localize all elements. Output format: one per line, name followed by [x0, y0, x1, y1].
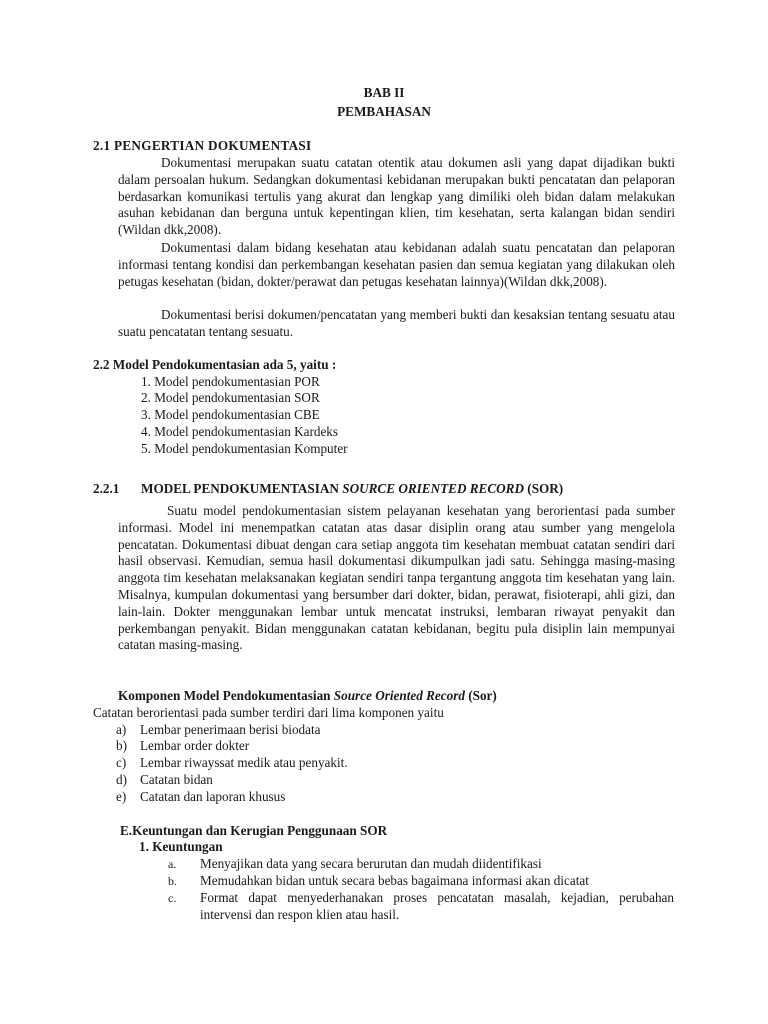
- chapter-number: BAB II: [363, 85, 405, 100]
- list-text: Menyajikan data yang secara berurutan dan mudah diidentifikasi: [200, 856, 542, 871]
- list-marker: e): [116, 789, 127, 804]
- heading-italic-text: Source Oriented Record: [333, 688, 465, 703]
- list-text: Catatan dan laporan khusus: [140, 789, 286, 804]
- list-marker: a.: [168, 857, 177, 871]
- komponen-list-item: [116, 755, 348, 772]
- keuntungan-section-heading: E.Keuntungan dan Kerugian Penggunaan SOR: [120, 823, 388, 838]
- list-marker: b): [116, 738, 127, 753]
- komponen-list-item: [116, 789, 285, 806]
- list-marker: c.: [168, 891, 177, 905]
- list-text: Lembar order dokter: [140, 738, 250, 753]
- list-text: Memudahkan bidan untuk secara bebas bagaimana informasi akan dicatat: [200, 873, 589, 888]
- komponen-intro: Catatan berorientasi pada sumber terdiri dari lima komponen yaitu: [93, 705, 444, 720]
- model-list-item: 5. Model pendokumentasian Komputer: [141, 441, 348, 456]
- list-text: Catatan bidan: [140, 772, 213, 787]
- keuntungan-subheading: 1. Keuntungan: [139, 839, 223, 854]
- section-2-2-1-number: 2.2.1: [93, 481, 120, 496]
- section-2-2-heading: 2.2 Model Pendokumentasian ada 5, yaitu :: [93, 357, 337, 372]
- chapter-title: PEMBAHASAN: [337, 104, 431, 119]
- section-2-1-heading: 2.1 PENGERTIAN DOKUMENTASI: [93, 138, 312, 153]
- list-marker: d): [116, 772, 127, 787]
- section-2-2-1-heading: [141, 481, 563, 498]
- section-2-1-paragraph-3: Dokumentasi berisi dokumen/pencatatan yang memberi bukti dan kesaksian tentang sesuatu atau suatu pencatatan tentang sesuatu.: [118, 307, 675, 339]
- komponen-list-item: [116, 722, 321, 739]
- model-list-item: 1. Model pendokumentasian POR: [141, 374, 320, 389]
- section-2-1-paragraph-2: Dokumentasi dalam bidang kesehatan atau kebidanan adalah suatu pencatatan dan pelaporan informasi tentang kondisi dan perkembangan kesehatan pasien dan semua kegiatan yang dilakukan oleh petugas kesehatan (bidan, dokter/perawat dan petugas kesehatan lainnya)(Wildan dkk,2008).: [118, 240, 675, 289]
- model-list-item: 3. Model pendokumentasian CBE: [141, 407, 320, 422]
- komponen-list-item: [116, 738, 249, 755]
- keuntungan-list-text-wrapped: Format dapat menyederhanakan proses pencatatan masalah, kejadian, perubahan intervensi dan respon klien atau hasil.: [200, 890, 674, 922]
- heading-suffix: (SOR): [524, 481, 564, 496]
- list-marker: b.: [168, 874, 177, 888]
- komponen-list-item: [116, 772, 213, 789]
- list-marker: a): [116, 722, 127, 737]
- section-2-2-1-paragraph: Suatu model pendokumentasian sistem pelayanan kesehatan yang berorientasi pada sumber informasi. Model ini menempatkan catatan atas dasar disiplin orang atau sumber yang mengelola pencatatan. Dokumentasi dibuat dengan cara setiap anggota tim kesehatan membuat catatan sendiri dari hasil observasi. Kemudian, semua hasil dokumentasi dikumpulkan jadi satu. Sehingga masing-masing anggota tim kesehatan melaksanakan kegiatan sendiri tanpa tergantung anggota tim kesehatan yang lain. Misalnya, kumpulan dokumentasi yang bersumber dari dokter, bidan, perawat, fisioterapi, ahli gizi, dan lain-lain. Dokter menggunakan lembar untuk mencatat instruksi, lembaran riwayat penyakit dan perkembangan penyakit. Bidan menggunakan catatan kebidanan, begitu pula disiplin lain mempunyai catatan masing-masing.: [118, 503, 675, 653]
- heading-italic-text: SOURCE ORIENTED RECORD: [342, 481, 524, 496]
- model-list-item: 4. Model pendokumentasian Kardeks: [141, 424, 339, 439]
- model-list-item: 2. Model pendokumentasian SOR: [141, 390, 320, 405]
- list-text: Lembar penerimaan berisi biodata: [140, 722, 321, 737]
- heading-text: MODEL PENDOKUMENTASIAN: [141, 481, 343, 496]
- section-2-1-paragraph-1: Dokumentasi merupakan suatu catatan otentik atau dokumen asli yang dapat dijadikan bukti dalam persoalan hukum. Sedangkan dokumentasi kebidanan merupakan bukti pencatatan dan pelaporan berdasarkan komunikasi tertulis yang akurat dan lengkap yang dimiliki oleh bidan dalam melakukan asuhan kebidanan dan berguna untuk kepentingan klien, tim kesehatan, serta kalangan bidan sendiri (Wildan dkk,2008).: [118, 155, 675, 238]
- list-marker: c): [116, 755, 127, 770]
- list-text: Lembar riwayssat medik atau penyakit.: [140, 755, 348, 770]
- heading-suffix: (Sor): [464, 688, 497, 703]
- heading-text: Komponen Model Pendokumentasian: [118, 688, 334, 703]
- komponen-heading: [118, 688, 497, 705]
